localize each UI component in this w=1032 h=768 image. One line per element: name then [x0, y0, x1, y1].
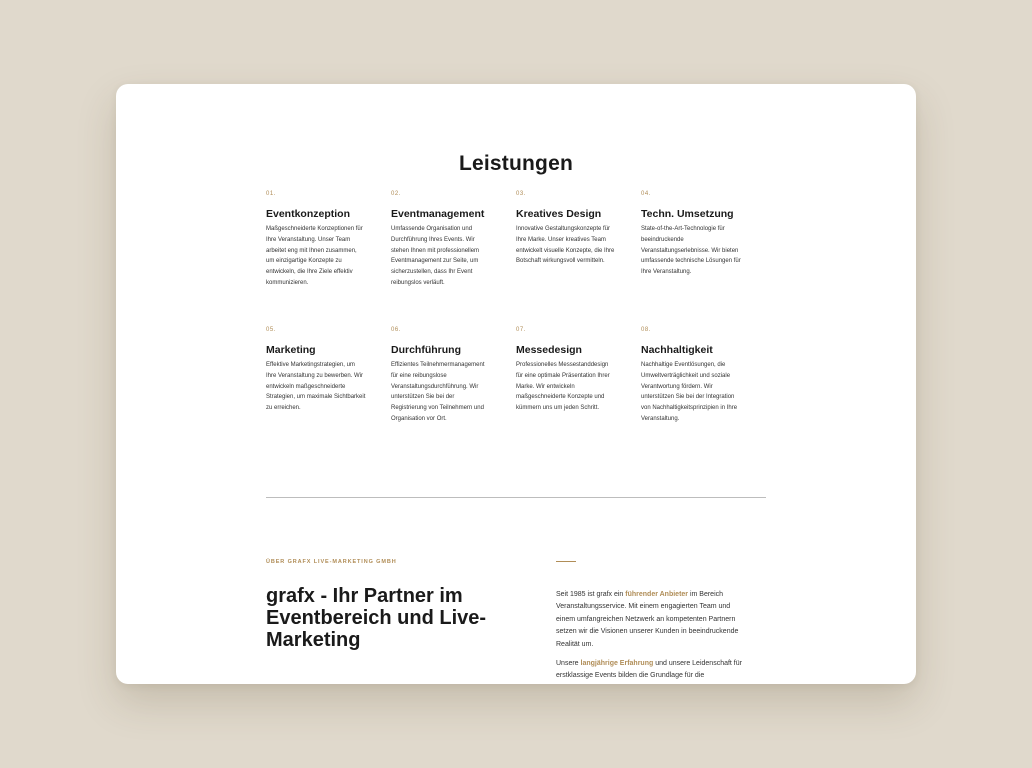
service-title: Kreatives Design [516, 208, 602, 220]
service-number: 07. [516, 327, 527, 333]
service-title: Eventkonzeption [266, 208, 351, 220]
about-eyebrow: ÜBER GRAFX LIVE-MARKETING GMBH [266, 559, 397, 565]
service-title: Techn. Umsetzung [641, 208, 734, 220]
about-paragraph-2: Unsere langjährige Erfahrung und unsere Leidenschaft für erstklassige Events bilden die Grundlage für die [556, 660, 742, 680]
highlight-fuehrender-anbieter: führender Anbieter [625, 591, 689, 598]
service-number: 02. [391, 191, 402, 197]
about-paragraph-1: Seit 1985 ist grafx ein führender Anbieter im Bereich Veranstaltungsservice. Mit einem engagierten Team und einem umfangreichen Netzwerk an kompetenten Partnern setzen wir die Visionen unserer Kunden in beeindruckende Realität um. [556, 591, 739, 648]
about-title: grafx - Ihr Partner im Eventbereich und Live-Marketing [266, 585, 487, 651]
section-divider [266, 497, 766, 498]
service-description: Professionelles Messestanddesign für eine optimale Präsentation Ihrer Marke. Wir entwickeln maßgeschneiderte Konzepte und kümmern uns um jeden Schritt. [516, 362, 610, 412]
service-title: Durchführung [391, 344, 461, 356]
accent-line [556, 561, 576, 562]
service-number: 05. [266, 327, 277, 333]
service-number: 04. [641, 191, 652, 197]
service-description: State-of-the-Art-Technologie für beeindruckende Veranstaltungserlebnisse. Wir bieten umfassende technische Lösungen für Ihre Veranstaltung. [641, 226, 741, 276]
highlight-langjaehrige-erfahrung: langjährige Erfahrung [580, 660, 654, 667]
service-title: Marketing [266, 344, 316, 356]
section-title-leistungen: Leistungen [458, 152, 573, 175]
service-description: Umfassende Organisation und Durchführung Ihres Events. Wir stehen Ihnen mit professionellem Eventmanagement zur Seite, um sicherzustellen, dass Ihr Event reibungslos verläuft. [391, 226, 480, 286]
service-description: Nachhaltige Eventlösungen, die Umweltverträglichkeit und soziale Verantwortung fördern. Wir unterstützen Sie bei der Integration von Nachhaltigkeitsprinzipien in Ihre Veranstaltung. [641, 362, 738, 422]
service-title: Messedesign [516, 344, 582, 356]
service-title: Nachhaltigkeit [641, 344, 713, 356]
service-description: Effizientes Teilnehmermanagement für eine reibungslose Veranstaltungsdurchführung. Wir unterstützen Sie bei der Registrierung von Teilnehmern und Organisation vor Ort. [391, 362, 485, 422]
service-number: 08. [641, 327, 652, 333]
content-card [116, 84, 916, 684]
service-number: 01. [266, 191, 277, 197]
service-description: Effektive Marketingstrategien, um Ihre Veranstaltung zu bewerben. Wir entwickeln maßgeschneiderte Strategien, um maximale Sichtbarkeit zu erreichen. [266, 362, 366, 412]
service-description: Maßgeschneiderte Konzeptionen für Ihre Veranstaltung. Unser Team arbeitet eng mit Ihnen zusammen, um einzigartige Konzepte zu entwickeln, die Ihre Ziele effektiv kommunizieren. [266, 226, 363, 286]
service-number: 03. [516, 191, 527, 197]
service-title: Eventmanagement [391, 208, 485, 220]
service-description: Innovative Gestaltungskonzepte für Ihre Marke. Unser kreatives Team entwickelt visuelle Konzepte, die Ihre Botschaft wirkungsvoll vermitteln. [516, 226, 615, 265]
service-number: 06. [391, 327, 402, 333]
